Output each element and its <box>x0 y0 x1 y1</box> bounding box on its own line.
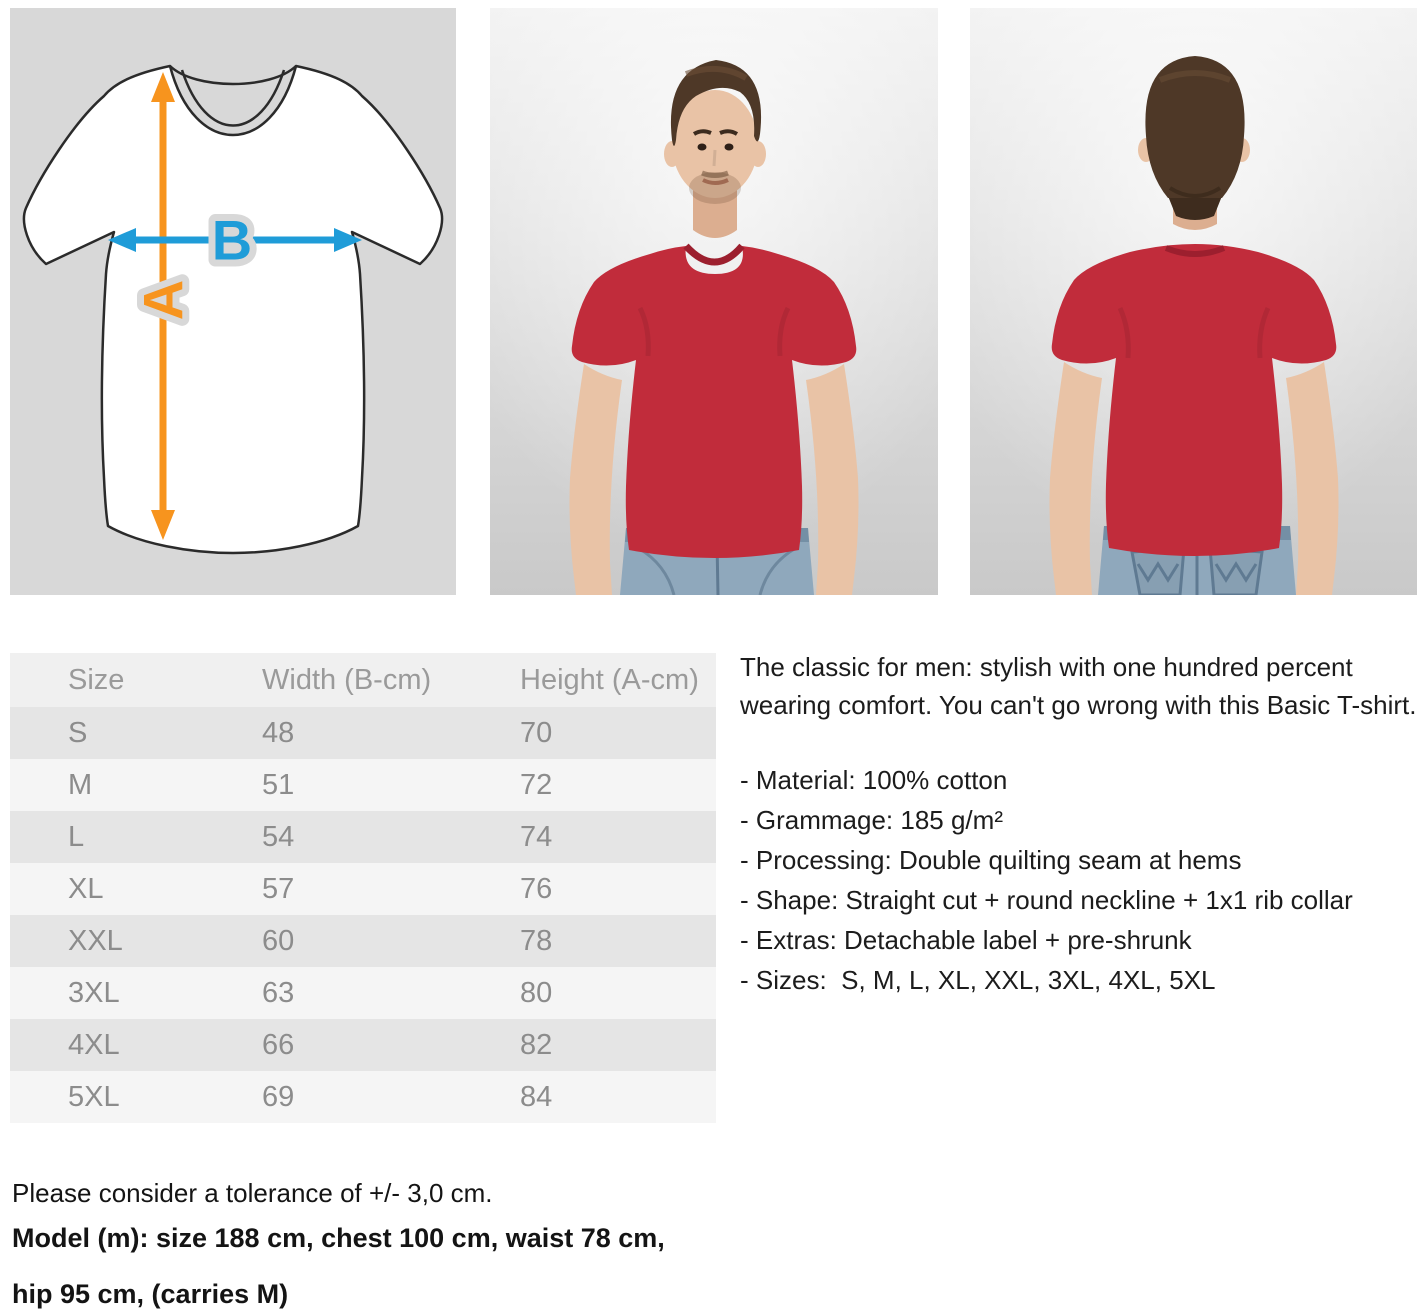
height-cell: 78 <box>520 915 716 967</box>
height-cell: 80 <box>520 967 716 1019</box>
table-row <box>10 707 716 759</box>
size-cell: XL <box>10 863 262 915</box>
measure-label-a: A <box>131 279 195 321</box>
height-cell: 72 <box>520 759 716 811</box>
model-back-illustration <box>970 8 1417 595</box>
size-cell: 5XL <box>10 1071 262 1123</box>
spec-material: - Material: 100% cotton <box>740 765 1008 795</box>
height-cell: 82 <box>520 1019 716 1071</box>
model-front-illustration <box>490 8 938 595</box>
size-cell: S <box>10 707 262 759</box>
table-row <box>10 863 716 915</box>
width-cell: 69 <box>262 1071 520 1123</box>
width-cell: 57 <box>262 863 520 915</box>
height-cell: 74 <box>520 811 716 863</box>
width-cell: 51 <box>262 759 520 811</box>
table-row <box>10 811 716 863</box>
size-table-header-row <box>10 653 716 707</box>
table-row <box>10 759 716 811</box>
table-row <box>10 1071 716 1123</box>
width-column-header: Width (B-cm) <box>262 653 520 707</box>
spec-sizes: - Sizes: S, M, L, XL, XXL, 3XL, 4XL, 5XL <box>740 965 1216 995</box>
model-measurements-note: Model (m): size 188 cm, chest 100 cm, waist 78 cm, hip 95 cm, (carries M) <box>12 1223 665 1309</box>
footnotes <box>12 1176 712 1316</box>
size-cell: 4XL <box>10 1019 262 1071</box>
description-intro: The classic for men: stylish with one hundred percent wearing comfort. You can't go wrong with this Basic T-shirt. <box>740 652 1417 720</box>
width-cell: 54 <box>262 811 520 863</box>
size-column-header: Size <box>10 653 262 707</box>
spec-grammage: - Grammage: 185 g/m² <box>740 805 1003 835</box>
width-cell: 63 <box>262 967 520 1019</box>
table-row <box>10 915 716 967</box>
size-cell: XXL <box>10 915 262 967</box>
spec-processing: - Processing: Double quilting seam at hems <box>740 845 1242 875</box>
table-row <box>10 1019 716 1071</box>
height-cell: 84 <box>520 1071 716 1123</box>
height-column-header: Height (A-cm) <box>520 653 716 707</box>
tolerance-note: Please consider a tolerance of +/- 3,0 cm. <box>12 1178 493 1208</box>
spec-extras: - Extras: Detachable label + pre-shrunk <box>740 925 1192 955</box>
height-cell: 76 <box>520 863 716 915</box>
height-cell: 70 <box>520 707 716 759</box>
model-front-photo <box>490 8 938 595</box>
table-row <box>10 967 716 1019</box>
model-back-photo <box>970 8 1417 595</box>
size-cell: M <box>10 759 262 811</box>
size-cell: L <box>10 811 262 863</box>
measurement-diagram-graphic <box>10 8 456 595</box>
width-cell: 60 <box>262 915 520 967</box>
width-cell: 48 <box>262 707 520 759</box>
spec-shape: - Shape: Straight cut + round neckline + 1x1 rib collar <box>740 885 1353 915</box>
width-cell: 66 <box>262 1019 520 1071</box>
size-table <box>10 653 716 1123</box>
measure-label-b: B <box>211 208 253 272</box>
product-description <box>740 648 1422 1000</box>
spec-list <box>740 760 1422 1000</box>
size-cell: 3XL <box>10 967 262 1019</box>
tshirt-measurement-diagram <box>10 8 456 595</box>
